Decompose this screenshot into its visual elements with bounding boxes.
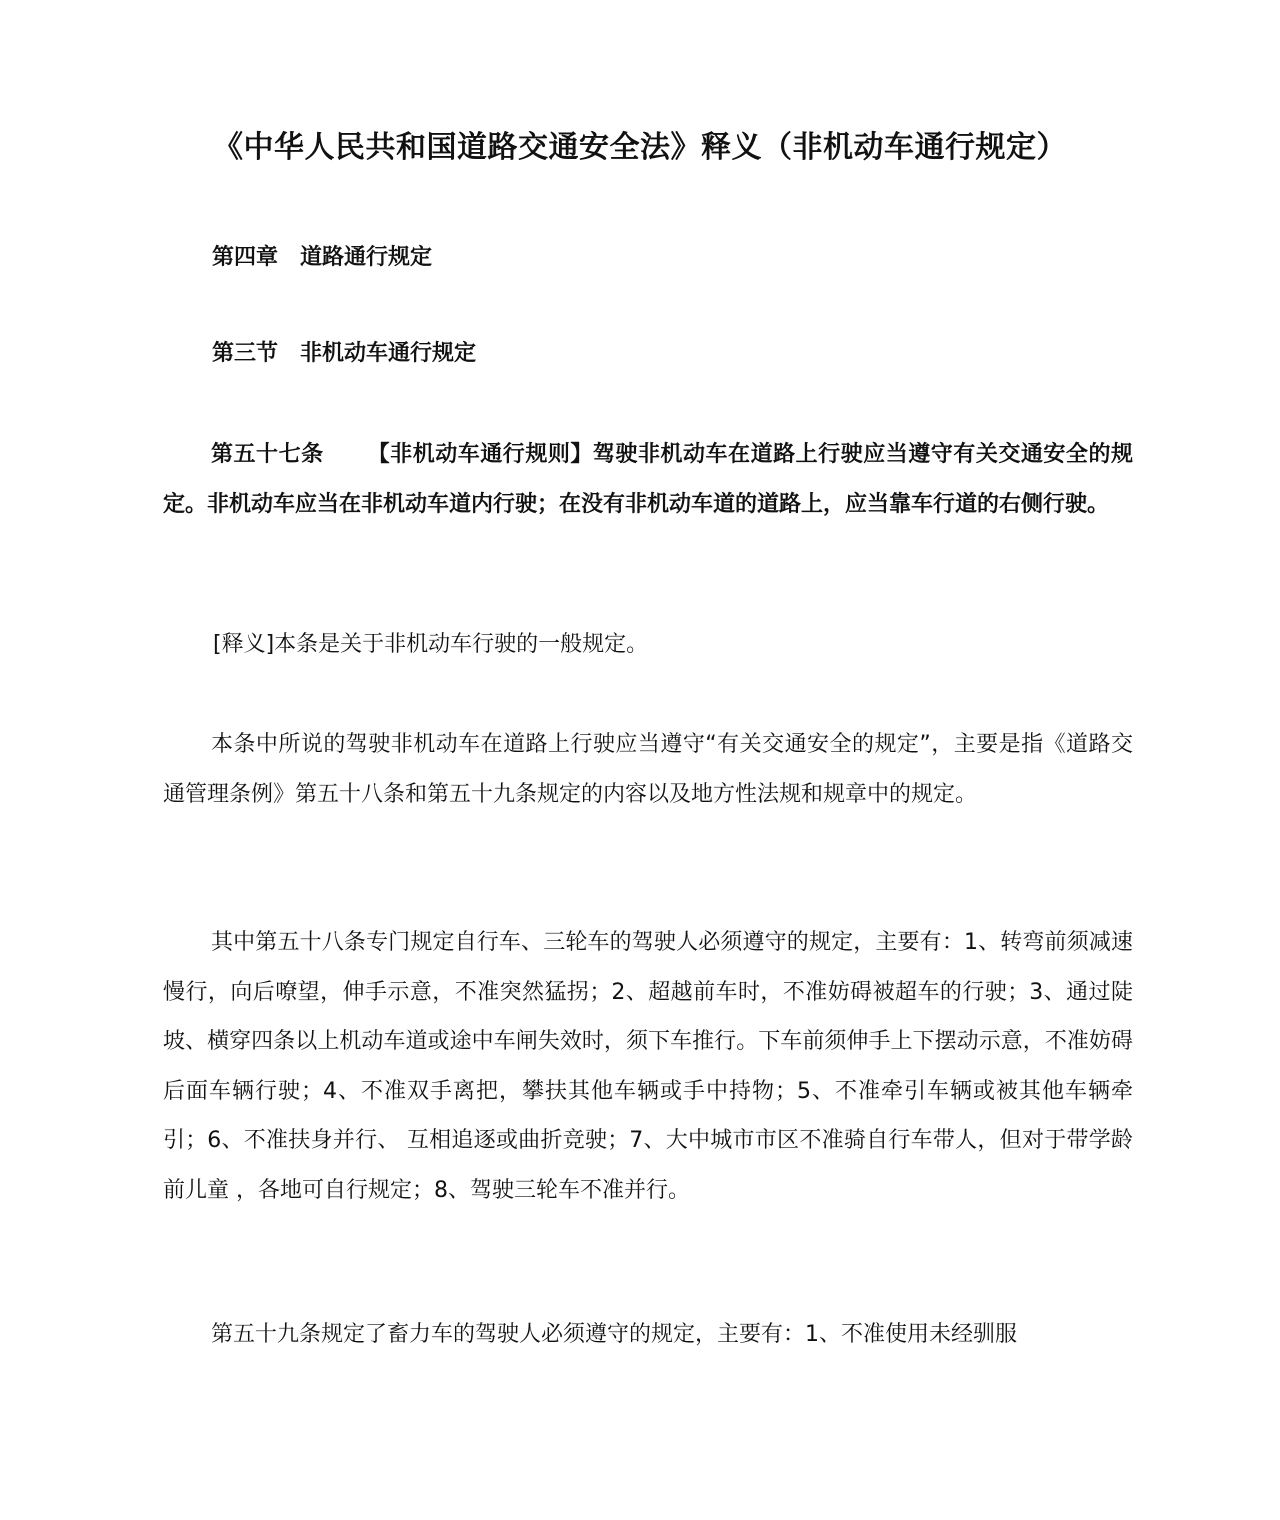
paragraph-article-58: 其中第五十八条专门规定自行车、三轮车的驾驶人必须遵守的规定，主要有：1、转弯前须减速慢行，向后嘹望，伸手示意，不准突然猛拐；2、超越前车时，不准妨碍被超车的行驶；3、通过陡坡、横穿四条以上机动车道或途中车闸失效时，须下车推行。下车前须伸手上下摆动示意，不准妨碍后面车辆行驶；4、不准双手离把，攀扶其他车辆或手中持物；5、不准牵引车辆或被其他车辆牵引；6、不准扶身并行、 互相追逐或曲折竞驶；7、大中城市市区不准骑自行车带人，但对于带学龄前儿童 ，各地可自行规定；8、驾驶三轮车不准并行。 <box>163 930 1133 1203</box>
paragraph-article-59: 第五十九条规定了畜力车的驾驶人必须遵守的规定，主要有：1、不准使用未经驯服 <box>211 1322 1017 1347</box>
section-heading <box>212 334 476 374</box>
chapter-heading <box>212 238 432 278</box>
document-title: 《中华人民共和国道路交通安全法》释义（非机动车通行规定） <box>213 130 1067 165</box>
article-text: 【非机动车通行规则】驾驶非机动车在道路上行驶应当遵守有关交通安全的规定。非机动车应当在非机动车道内行驶；在没有非机动车道的道路上，应当靠车行道的右侧行驶。 <box>163 442 1133 517</box>
article-label: 第五十七条 <box>211 442 324 467</box>
paragraph-interpretation: [释义]本条是关于非机动车行驶的一般规定。 <box>213 632 649 657</box>
section-name: 非机动车通行规定 <box>300 341 477 366</box>
section-number: 第三节 <box>212 341 279 366</box>
chapter-number: 第四章 <box>212 245 279 270</box>
paragraph-scope: 本条中所说的驾驶非机动车在道路上行驶应当遵守“有关交通安全的规定”，主要是指《道路交通管理条例》第五十八条和第五十九条规定的内容以及地方性法规和规章中的规定。 <box>163 732 1133 807</box>
article-57 <box>163 430 1133 529</box>
chapter-name: 道路通行规定 <box>300 245 433 270</box>
